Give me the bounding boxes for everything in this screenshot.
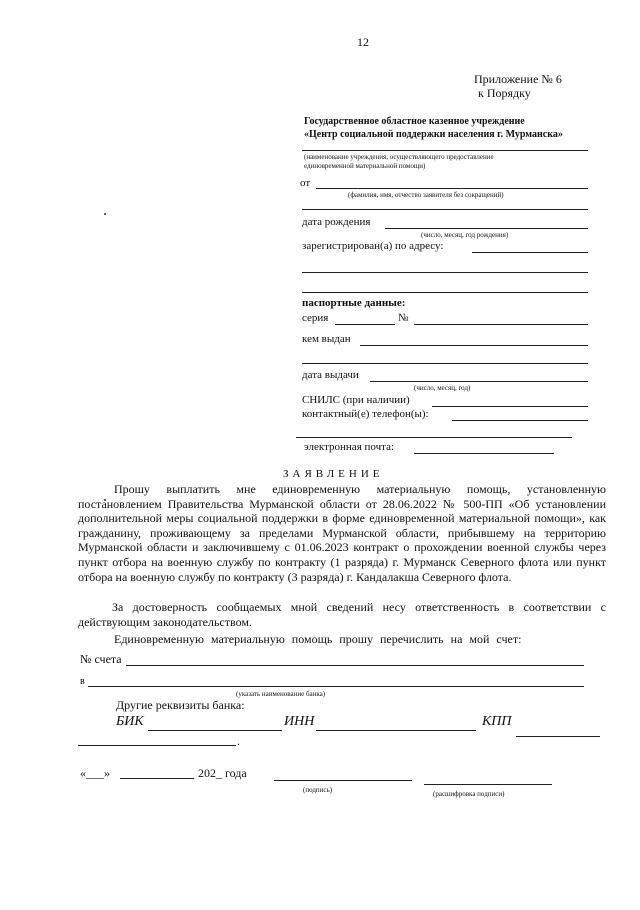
details-field-line2[interactable] (78, 745, 236, 746)
number-field[interactable] (414, 324, 588, 325)
signature-decode-caption: (расшифровка подписи) (433, 790, 505, 798)
birth-caption: (число, месяц, год рождения) (421, 231, 509, 239)
statement-paragraph-2: За достоверность сообщаемых мной сведений несу ответственность в соответствии с действующим законодательством. (78, 600, 606, 629)
date-day-open[interactable]: «___» (80, 766, 110, 780)
account-label: № счета (80, 652, 122, 666)
issue-date-field[interactable] (370, 381, 588, 382)
birth-label: дата рождения (302, 216, 371, 228)
email-field[interactable] (414, 453, 554, 454)
signature-caption: (подпись) (303, 786, 333, 794)
from-field-line2[interactable] (302, 209, 588, 210)
institution-caption-1: (наименование учреждения, осуществляющего предоставление (304, 153, 494, 161)
institution-underline (302, 150, 588, 151)
registered-label: зарегистрирован(а) по адресу: (302, 240, 444, 252)
bank-name-field[interactable] (88, 686, 584, 687)
from-label: от (300, 177, 311, 189)
number-label: № (398, 312, 409, 324)
inn-field[interactable] (316, 730, 476, 731)
bik-field[interactable] (148, 730, 282, 731)
other-details-label: Другие реквизиты банка: (116, 698, 245, 712)
series-field[interactable] (335, 324, 395, 325)
bank-caption: (указать наименование банка) (236, 690, 326, 698)
institution-caption-2: единовременной материальной помощи) (304, 162, 426, 170)
appendix-line2: к Порядку (478, 86, 531, 100)
issue-date-caption: (число, месяц, год) (414, 384, 471, 392)
institution-line1: Государственное областное казенное учреждение (304, 116, 525, 127)
issued-by-label: кем выдан (302, 333, 351, 345)
from-caption: (фамилия, имя, отчество заявителя без сокращений) (348, 191, 504, 199)
kpp-label: КПП (482, 714, 512, 729)
email-label: электронная почта: (304, 441, 395, 453)
date-year: 202_ года (198, 766, 247, 780)
issue-date-label: дата выдачи (302, 369, 359, 381)
scan-dot (104, 213, 106, 215)
kpp-field[interactable] (516, 736, 600, 737)
inn-label: ИНН (284, 714, 315, 729)
snils-field[interactable] (432, 406, 588, 407)
address-field-line2[interactable] (302, 272, 588, 273)
date-month-field[interactable] (120, 778, 194, 779)
from-field[interactable] (316, 188, 588, 189)
details-end-dot: . (237, 734, 240, 748)
page-number: 12 (357, 35, 369, 49)
series-label: серия (302, 312, 329, 324)
address-field-line3[interactable] (302, 292, 588, 293)
account-field[interactable] (126, 665, 584, 666)
birth-field[interactable] (385, 228, 588, 229)
institution-line2: «Центр социальной поддержки населения г. Мурманска» (304, 129, 563, 140)
statement-paragraph-1: Прошу выплатить мне единовременную материальную помощь, установленную постановлением Правительства Мурманской области от 28.06.2022 № 500-ПП «Об установлении дополнительной меры социальной поддержки в форме единовременной материальной помощи», как гражданину, проживающему за пределами Мурманской области, прибывшему на территорию Мурманской области и заключившему с 01.06.2023 контракт о прохождении военной службы через пункт отбора на военную службу по контракту (1 разряда) г. Мурманск Северного флота или пункт отбора на военную службу по контракту (3 разряда) г. Кандалакша Северного флота. (78, 482, 606, 584)
issued-by-field[interactable] (360, 345, 588, 346)
signature-field[interactable] (274, 780, 412, 781)
passport-heading: паспортные данные: (302, 297, 406, 309)
address-field[interactable] (472, 252, 588, 253)
statement-paragraph-3: Единовременную материальную помощь прошу перечислить на мой счет: (114, 632, 522, 646)
appendix-line1: Приложение № 6 (474, 72, 562, 86)
bik-label: БИК (116, 714, 144, 729)
issued-by-field-line2[interactable] (302, 363, 588, 364)
bank-prefix: в (80, 676, 85, 687)
phone-field-line2[interactable] (296, 437, 572, 438)
phone-field[interactable] (452, 420, 588, 421)
signature-decode-field[interactable] (424, 784, 552, 785)
statement-title: ЗАЯВЛЕНИЕ (283, 468, 384, 480)
snils-label: СНИЛС (при наличии) (302, 394, 410, 406)
phone-label: контактный(е) телефон(ы): (302, 408, 429, 420)
